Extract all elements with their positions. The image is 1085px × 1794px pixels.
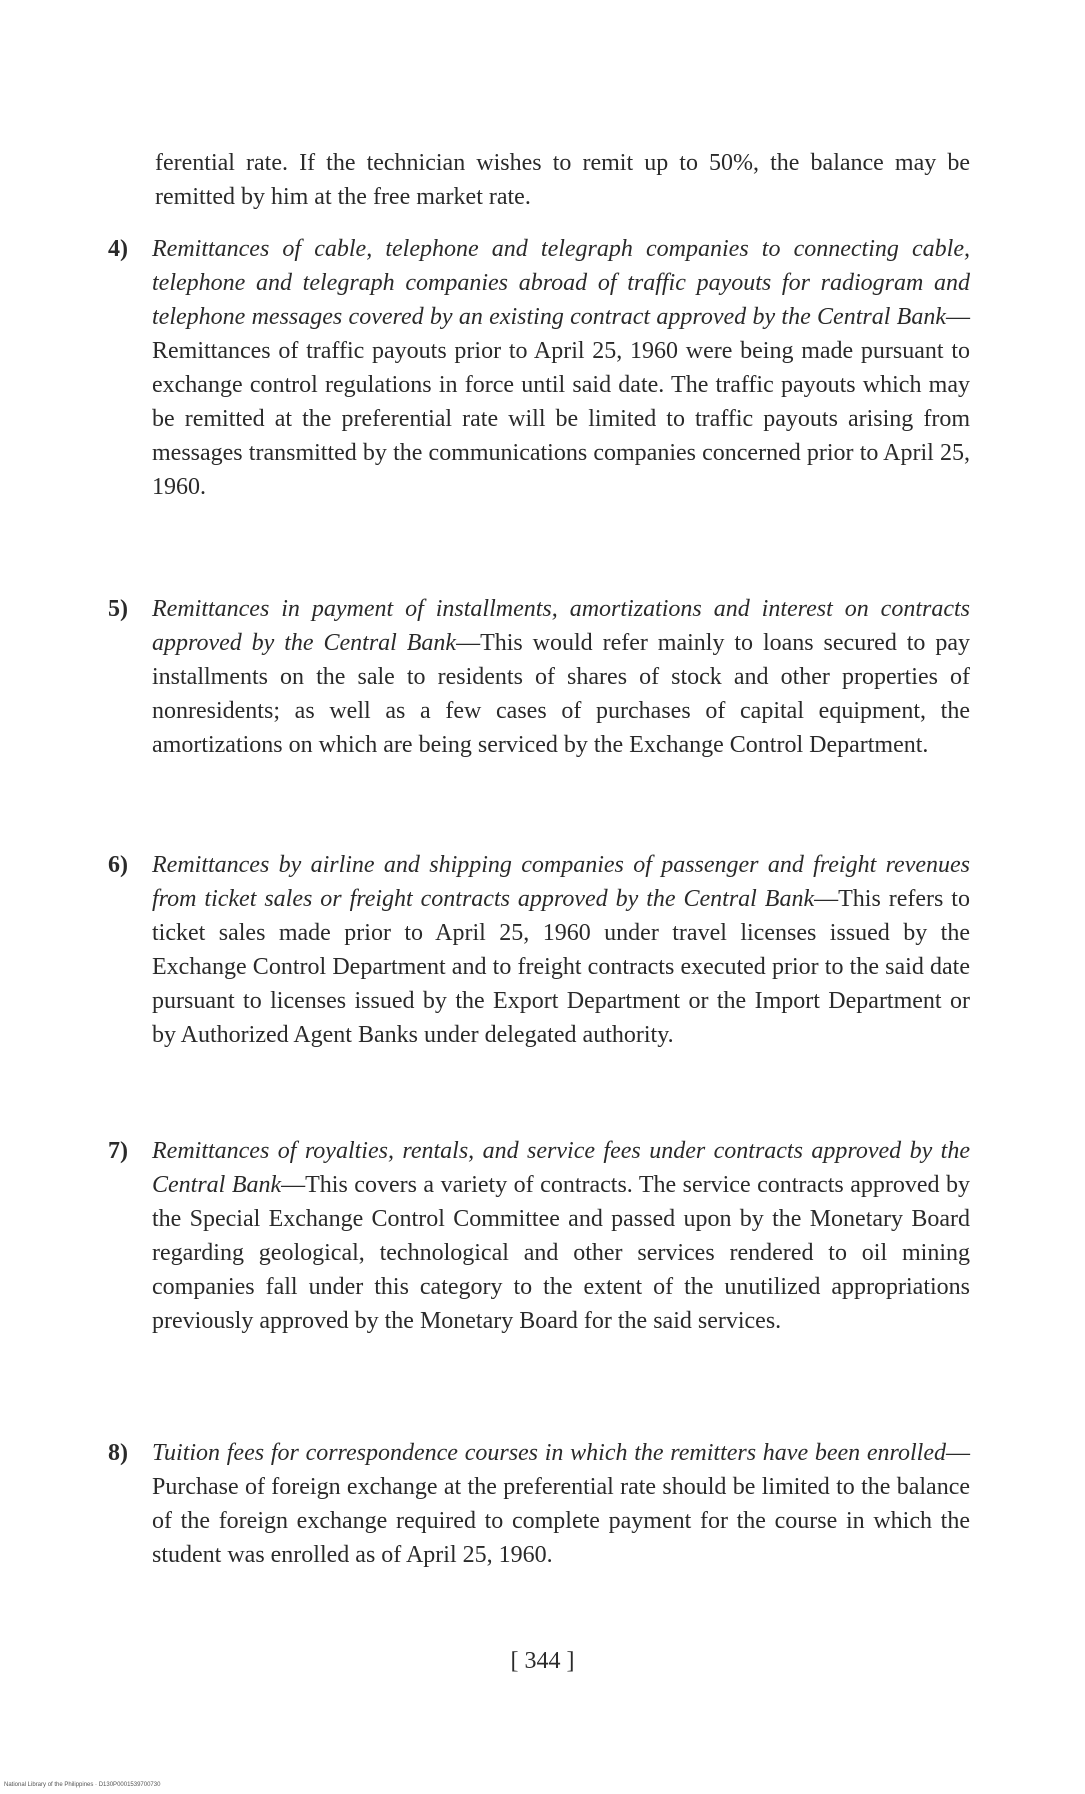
item-text: —Remittances of traffic payouts prior to April 25, 1960 were being made pursuant to exchange control regulations in force until said date. The traffic payouts which may be remitted at the preferential rate will be limited to traffic payouts arising from messages transmitted by the communications companies concerned prior to April 25, 1960. bbox=[152, 304, 970, 500]
item-number: 8) bbox=[108, 1440, 128, 1466]
list-item-4 bbox=[108, 232, 970, 504]
item-heading: Remittances of royalties, rentals, and service fees under contracts approved by the Central Bank bbox=[152, 1138, 970, 1198]
list-item-5 bbox=[108, 592, 971, 762]
page-number: [ 344 ] bbox=[510, 1648, 575, 1674]
item-number: 6) bbox=[108, 852, 128, 878]
list-item-6 bbox=[108, 848, 970, 1052]
item-heading: Remittances of cable, telephone and telegraph companies to connecting cable, telephone and telegraph companies abroad of traffic payouts for radiogram and telephone messages covered by an existing contract approved by the Central Bank bbox=[152, 236, 970, 330]
item-text: —Purchase of foreign exchange at the preferential rate should be limited to the balance of the foreign exchange required to complete payment for the course in which the student was enrolled as of April 25, 1960. bbox=[152, 1440, 970, 1568]
item-heading: Tuition fees for correspondence courses in which the remitters have been enrolled bbox=[152, 1440, 946, 1466]
footer-watermark: National Library of the Philippines · D130P0001539700730 bbox=[4, 1782, 161, 1788]
item-text: —This covers a variety of contracts. The service contracts approved by the Special Exchange Control Committee and passed upon by the Monetary Board regarding geological, technological and other services rendered to oil mining companies fall under this category to the extent of the unutilized appropriations previously approved by the Monetary Board for the said services. bbox=[152, 1172, 970, 1334]
list-item-8 bbox=[108, 1436, 970, 1572]
item-heading: Remittances by airline and shipping companies of passenger and freight revenues from ticket sales or freight contracts approved by the Central Bank bbox=[152, 852, 970, 912]
item-text: —This would refer mainly to loans secured to pay installments on the sale to residents of shares of stock and other properties of nonresidents; as well as a few cases of purchases of capital equipment, the amortizations on which are being serviced by the Exchange Control Department. bbox=[152, 630, 971, 758]
item-heading: Remittances in payment of installments, amortizations and interest on contracts approved by the Central Bank bbox=[152, 596, 970, 656]
intro-paragraph: ferential rate. If the technician wishes to remit up to 50%, the balance may be remitted by him at the free market rate. bbox=[155, 150, 970, 210]
item-number: 7) bbox=[108, 1138, 128, 1164]
list-item-7 bbox=[108, 1134, 970, 1338]
item-text: —This refers to ticket sales made prior to April 25, 1960 under travel licenses issued by the Exchange Control Department and to freight contracts executed prior to the said date pursuant to licenses issued by the Export Department or the Import Department or by Authorized Agent Banks under delegated authority. bbox=[152, 886, 970, 1048]
item-number: 4) bbox=[108, 236, 128, 262]
item-number: 5) bbox=[108, 596, 128, 622]
